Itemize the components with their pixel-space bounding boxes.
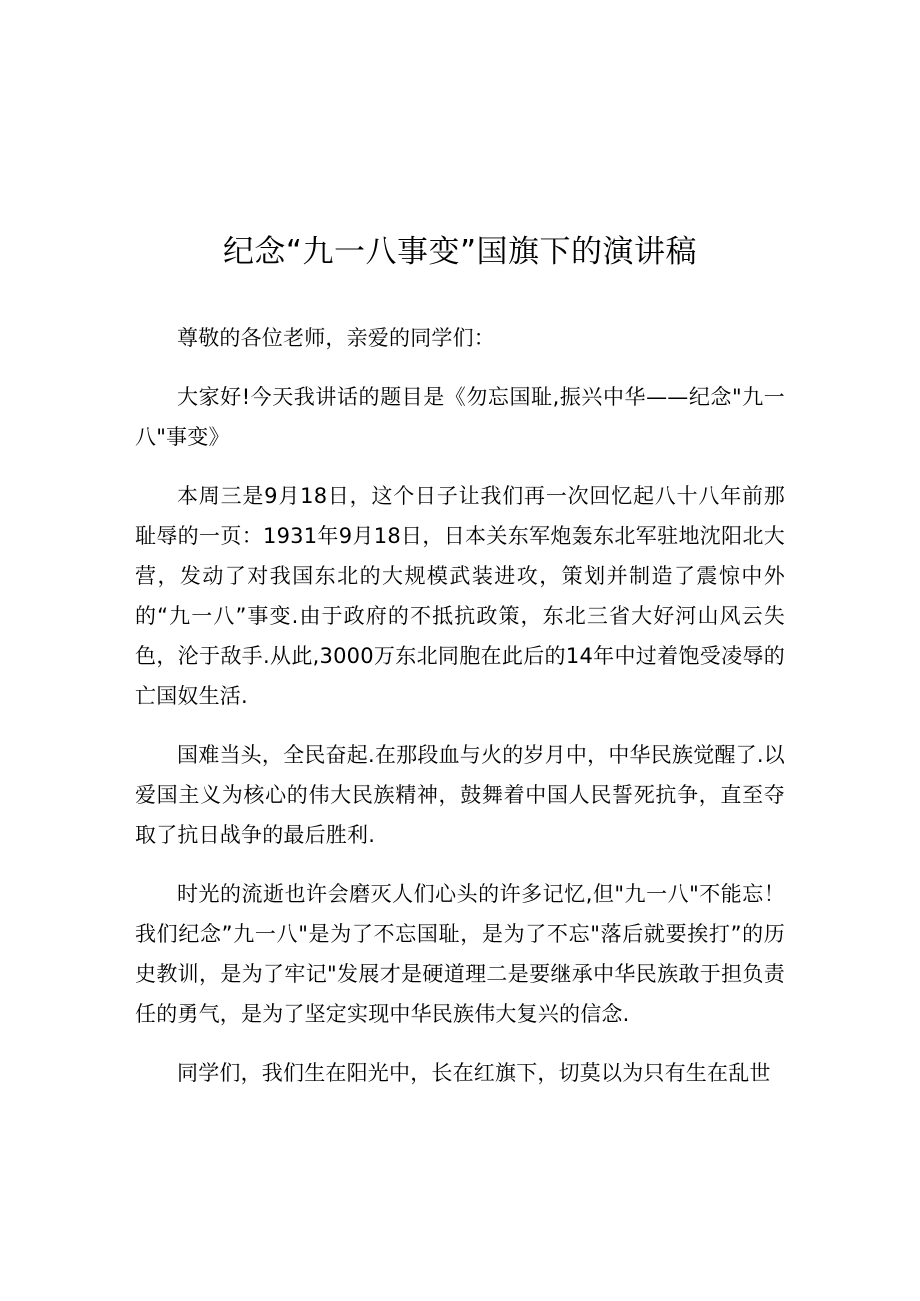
salutation-paragraph: 尊敬的各位老师，亲爱的同学们： [177,326,495,350]
history-paragraph: 本周三是9月18日，这个日子让我们再一次回忆起八十八年前那耻辱的一页：1931年9月18日，日本关东军炮轰东北军驻地沈阳北大营，发动了对我国东北的大规模武装进攻，策划并制造了震惊中外的“九一八”事变.由于政府的不抵抗政策，东北三省大好河山风云失色，沦于敌手.从此,3000万东北同胞在此后的14年中过着饱受凌辱的亡国奴生活. [135,484,785,708]
remembrance-paragraph: 时光的流逝也许会磨灭人们心头的许多记忆,但"九一八"不能忘！我们纪念”九一八"是为了不忘国耻，是为了不忘"落后就要挨打”的历史教训，是为了牢记"发展才是硬道理二是要继承中华民族敢于担负责任的勇气，是为了坚定实现中华民族伟大复兴的信念. [135,882,785,1026]
document-title: 纪念“九一八事变”国旗下的演讲稿 [222,234,698,270]
students-paragraph: 同学们，我们生在阳光中，长在红旗下，切莫以为只有生在乱世 [177,1061,771,1085]
document-body [135,318,785,1112]
topic-paragraph: 大家好!今天我讲话的题目是《勿忘国耻,振兴中华——纪念"九一八"事变》 [135,385,785,449]
resistance-paragraph: 国难当头，全民奋起.在那段血与火的岁月中，中华民族觉醒了.以爱国主义为核心的伟大民族精神，鼓舞着中国人民誓死抗争，直至夺取了抗日战争的最后胜利. [135,743,785,847]
